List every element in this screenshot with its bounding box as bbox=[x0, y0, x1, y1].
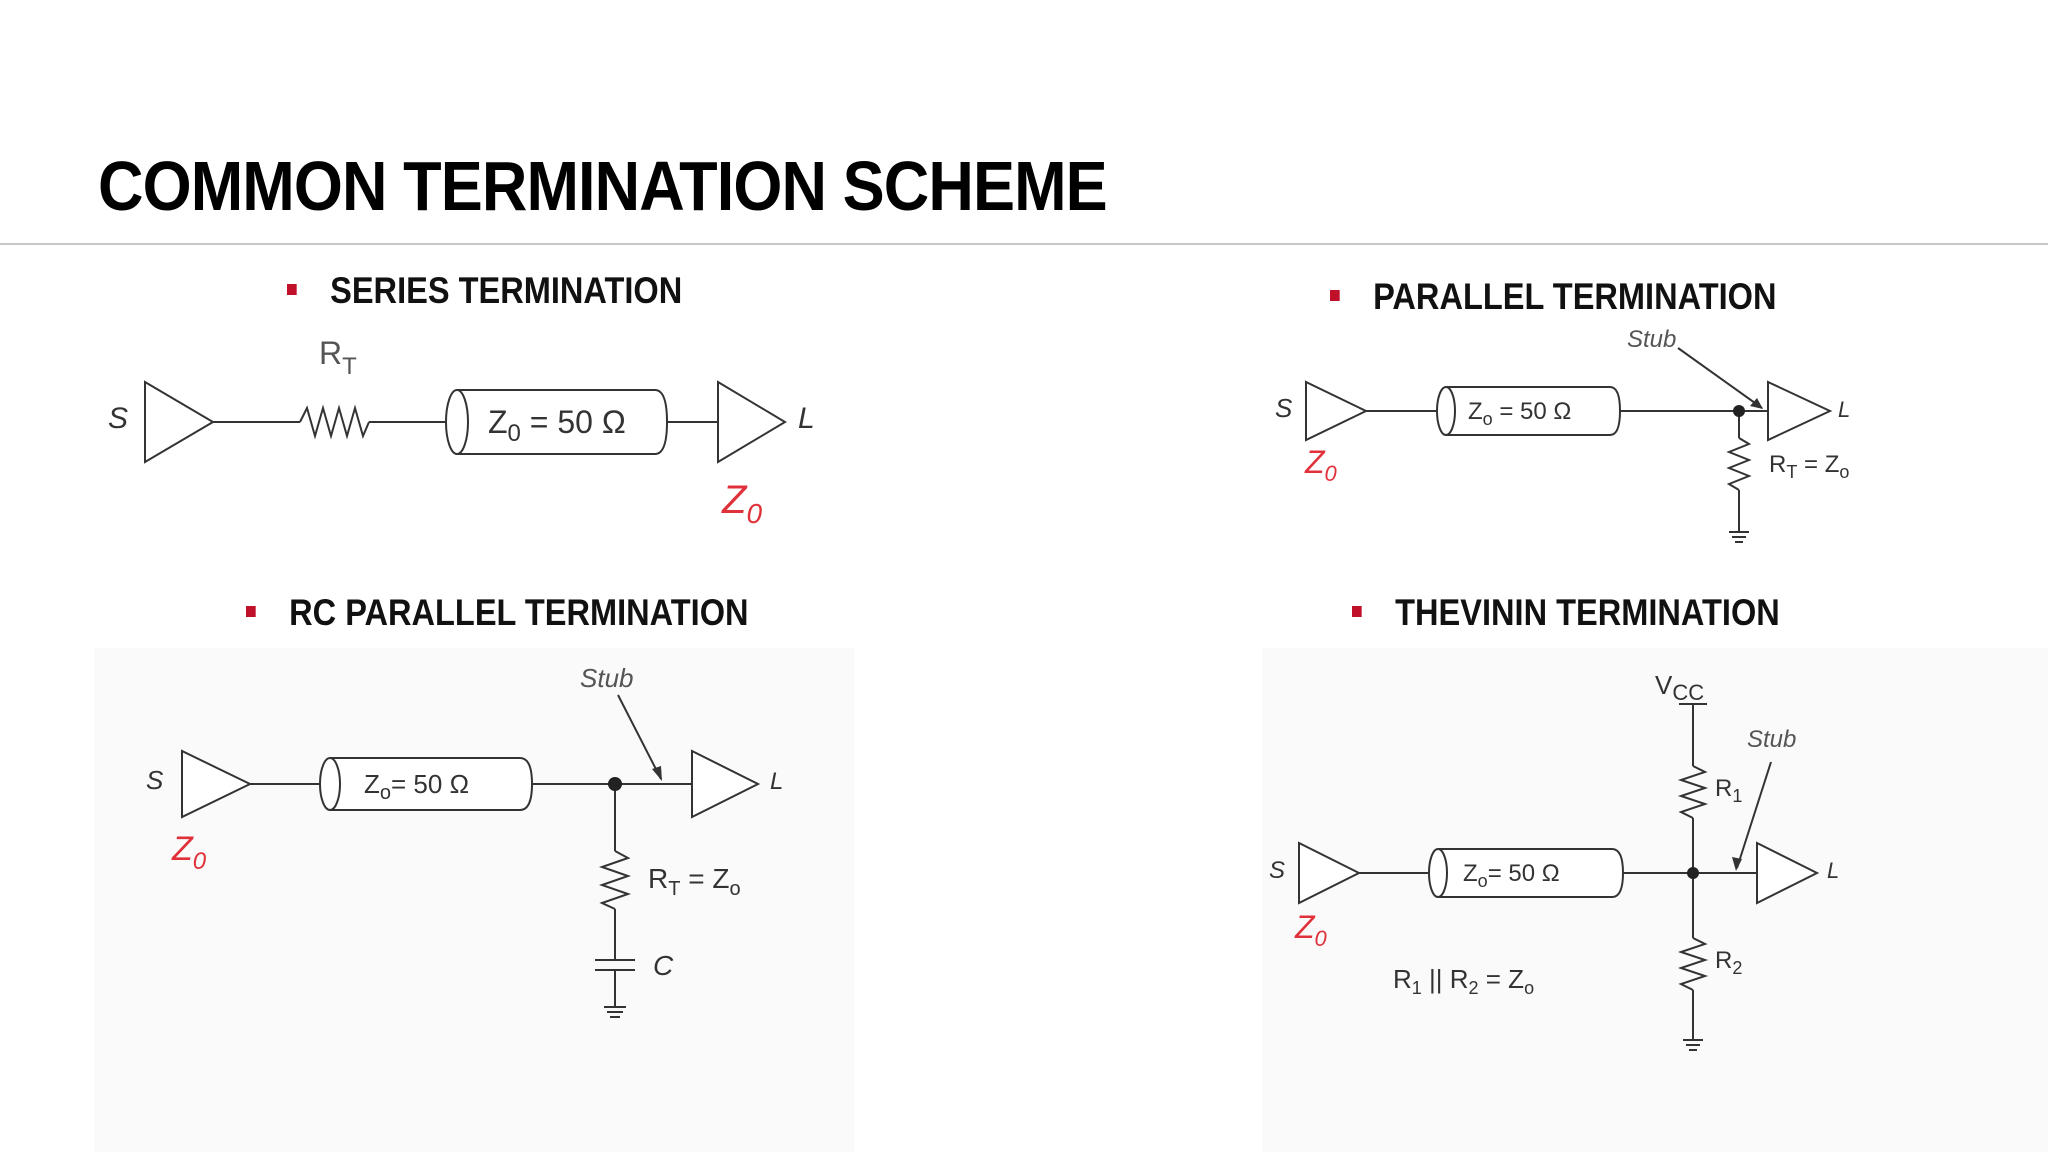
source-buffer-icon bbox=[1306, 382, 1366, 440]
stub-arrow-head bbox=[1732, 857, 1742, 871]
heading-rc-parallel-text: RC PARALLEL TERMINATION bbox=[289, 592, 749, 633]
parallel-termination-diagram bbox=[1260, 320, 1900, 560]
transmission-line-end bbox=[320, 758, 340, 810]
source-buffer-icon bbox=[182, 751, 250, 817]
stub-label: Stub bbox=[1747, 726, 1797, 753]
transmission-line-end bbox=[446, 390, 468, 454]
load-label: L bbox=[798, 402, 815, 435]
heading-rc-parallel bbox=[246, 592, 749, 634]
series-resistor-icon bbox=[300, 408, 369, 436]
pulldown-resistor-icon bbox=[1681, 938, 1705, 990]
bullet-marker bbox=[1352, 606, 1362, 617]
title-divider bbox=[0, 243, 2048, 245]
source-impedance-label: $Z_0$ bbox=[172, 830, 207, 875]
heading-parallel bbox=[1330, 276, 1776, 318]
source-label: S bbox=[1269, 857, 1286, 884]
vcc-label: $V_{CC}$ bbox=[1655, 670, 1705, 705]
load-label: L bbox=[770, 768, 784, 795]
junction-node bbox=[1733, 405, 1745, 417]
termination-resistor-icon bbox=[1729, 438, 1749, 490]
page-title: COMMON TERMINATION SCHEME bbox=[98, 147, 1107, 225]
bullet-marker bbox=[246, 606, 256, 617]
series-termination-diagram bbox=[95, 330, 835, 550]
transmission-line-end bbox=[1429, 849, 1447, 897]
load-buffer-icon bbox=[718, 382, 785, 462]
source-buffer-icon bbox=[1299, 843, 1359, 903]
stub-label: Stub bbox=[1627, 326, 1677, 353]
bullet-marker bbox=[1330, 290, 1340, 301]
load-buffer-icon bbox=[1757, 843, 1817, 903]
thevenin-equation: $R_1$ || $R_2 = Z_o$ bbox=[1393, 964, 1535, 998]
stub-arrow-head bbox=[652, 766, 662, 781]
heading-series-text: SERIES TERMINATION bbox=[330, 270, 683, 311]
heading-parallel-text: PARALLEL TERMINATION bbox=[1373, 276, 1777, 317]
thevenin-termination-diagram bbox=[1255, 660, 1875, 1070]
source-label: S bbox=[1275, 393, 1293, 423]
stub-arrow-icon bbox=[1678, 348, 1762, 408]
source-impedance-label: $Z_0$ bbox=[1295, 909, 1327, 951]
load-label: L bbox=[1838, 397, 1851, 422]
bullet-marker bbox=[287, 284, 297, 295]
transmission-line-end bbox=[1437, 387, 1455, 435]
rc-parallel-termination-diagram bbox=[130, 655, 830, 1045]
heading-thevenin bbox=[1352, 592, 1780, 634]
heading-thevenin-text: THEVININ TERMINATION bbox=[1395, 592, 1780, 633]
load-buffer-icon bbox=[692, 751, 758, 817]
termination-resistor-label: $R_T = Z_o$ bbox=[1769, 451, 1850, 482]
source-impedance-label: $Z_0$ bbox=[1305, 444, 1337, 486]
heading-series bbox=[287, 270, 682, 312]
r2-label: $R_2$ bbox=[1715, 947, 1743, 978]
stub-label: Stub bbox=[580, 663, 634, 693]
line-impedance-label: $Z_o = 50$ Ω bbox=[1468, 398, 1572, 429]
source-label: S bbox=[108, 402, 129, 435]
pullup-resistor-icon bbox=[1681, 766, 1705, 818]
stub-arrow-icon bbox=[618, 695, 661, 779]
termination-resistor-label: $R_T = Z_o$ bbox=[648, 863, 741, 900]
source-impedance-label: $Z_0$ bbox=[722, 478, 763, 529]
load-label: L bbox=[1827, 858, 1840, 883]
termination-resistor-icon bbox=[602, 851, 628, 909]
resistor-label: $R_T$ bbox=[319, 335, 357, 380]
source-label: S bbox=[146, 765, 164, 795]
line-impedance-label: $Z_o= 50$ Ω bbox=[364, 769, 470, 804]
line-impedance-label: $Z_0 = 50$ Ω bbox=[488, 404, 626, 447]
junction-node bbox=[608, 777, 622, 791]
junction-node bbox=[1687, 867, 1699, 879]
r1-label: $R_1$ bbox=[1715, 775, 1743, 806]
source-buffer-icon bbox=[145, 382, 213, 462]
capacitor-label: C bbox=[653, 950, 674, 981]
line-impedance-label: $Z_o= 50$ Ω bbox=[1463, 860, 1560, 891]
load-buffer-icon bbox=[1768, 382, 1830, 440]
